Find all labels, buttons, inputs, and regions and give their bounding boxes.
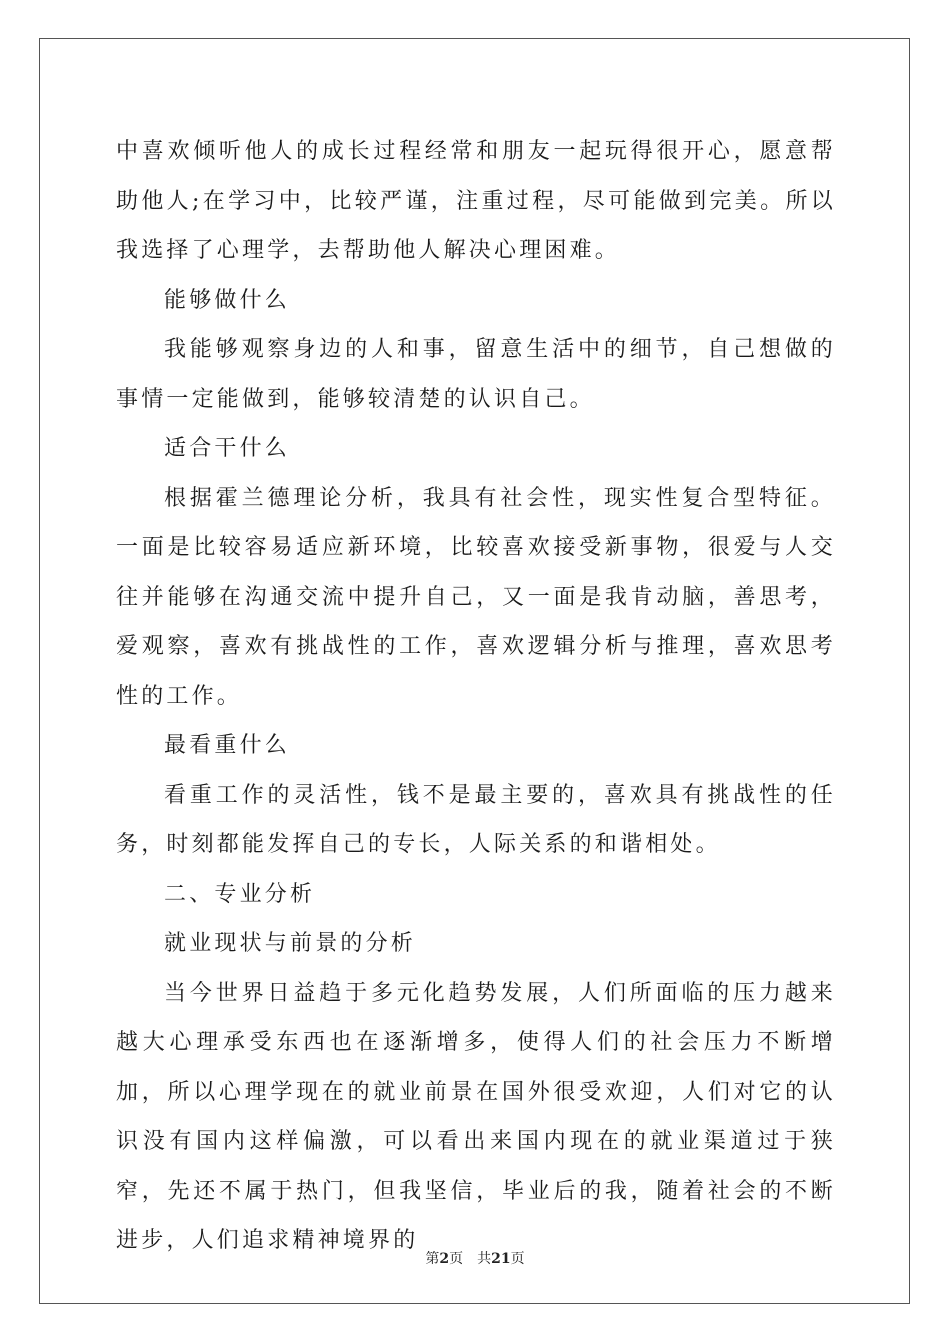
heading-employment-outlook: 就业现状与前景的分析 (164, 931, 417, 956)
page-suffix: 页 (449, 1251, 464, 1267)
heading-what-can-do: 能够做什么 (164, 287, 291, 313)
paragraph-4: 看重工作的灵活性，钱不是最主要的，喜欢具有挑战性的任务，时刻都能发挥自己的专长，人际关系的和谐相处。 (116, 782, 836, 857)
paragraph-2: 我能够观察身边的人和事，留意生活中的细节，自己想做的事情一定能做到，能够较清楚的认识自己。 (116, 337, 836, 412)
heading-suitable-for: 适合干什么 (164, 436, 291, 461)
page-prefix: 第 (425, 1251, 440, 1267)
total-prefix: 共 (477, 1251, 492, 1267)
paragraph-5: 当今世界日益趋于多元化趋势发展，人们所面临的压力越来越大心理承受东西也在逐渐增多，使得人们的社会压力不断增加，所以心理学现在的就业前景在国外很受欢迎，人们对它的认识没有国内这样偏激，可以看出来国内现在的就业渠道过于狭窄，先还不属于热门，但我坚信，毕业后的我，随着社会的不断进步，人们追求精神境界的 (116, 980, 836, 1253)
section-heading-major-analysis: 二、专业分析 (164, 881, 316, 907)
paragraph-3: 根据霍兰德理论分析，我具有社会性，现实性复合型特征。一面是比较容易适应新环境，比较喜欢接受新事物，很爱与人交往并能够在沟通交流中提升自己，又一面是我肯动脑，善思考，爱观察，喜欢有挑战性的工作，喜欢逻辑分析与推理，喜欢思考性的工作。 (116, 485, 836, 709)
page-number: 2 (439, 1251, 450, 1267)
document-body (116, 127, 836, 1266)
heading-values: 最看重什么 (164, 733, 291, 758)
total-suffix: 页 (510, 1251, 525, 1267)
page-footer (0, 1248, 950, 1268)
paragraph-1: 中喜欢倾听他人的成长过程经常和朋友一起玩得很开心，愿意帮助他人;在学习中，比较严谨，注重过程，尽可能做到完美。所以我选择了心理学，去帮助他人解决心理困难。 (116, 139, 836, 263)
total-pages: 21 (491, 1251, 511, 1267)
